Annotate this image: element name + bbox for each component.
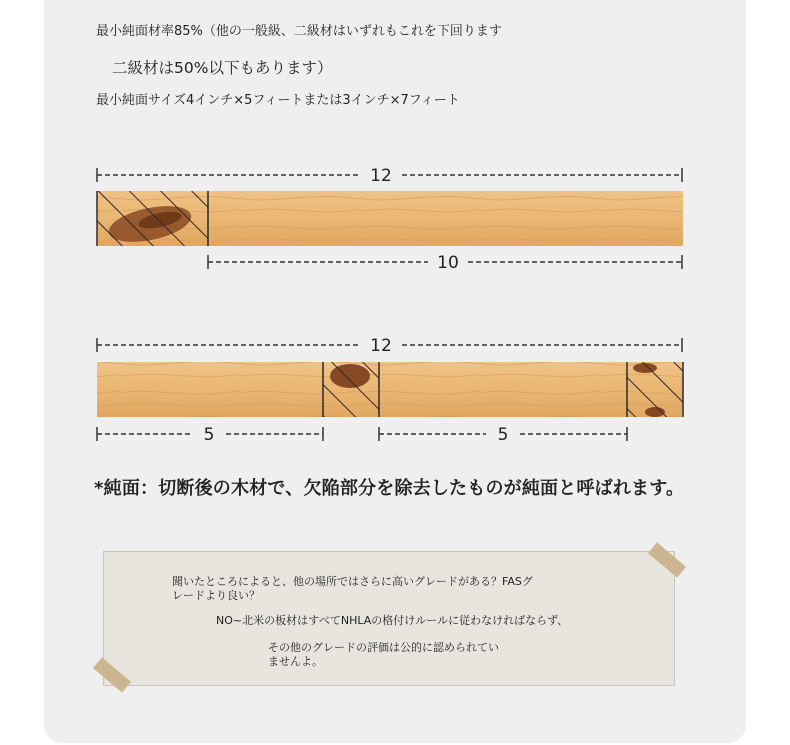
note-answer-line1: NO~北米の板材はすべてNHLAの格付けルールに従わなければならず、: [216, 614, 569, 627]
board1-clear-dimension: [208, 253, 682, 273]
clear-face-definition: *純面：切断後の木材で、欠陥部分を除去したものが純面と呼ばれます。: [94, 478, 685, 499]
min-clear-size-text: 最小純面サイズ4インチ×5フィートまたは3インチ×7フィート: [96, 93, 460, 108]
board2-left-dimension: [97, 425, 323, 445]
note-question-line1: 聞いたところによると、他の場所ではさらに高いグレードがある？FASグ: [172, 575, 533, 588]
board1: [97, 191, 683, 248]
note-question-line2: レードより良い？: [172, 589, 260, 602]
note-answer-line2: その他のグレードの評価は公的に認められてい: [268, 641, 499, 654]
min-clear-ratio-text: 最小純面材率85%（他の一般級、二級材はいずれもこれを下回ります: [96, 24, 502, 39]
note-answer-line3: ませんよ。: [268, 655, 323, 668]
board1-total-label: 12: [370, 166, 392, 186]
board2-defect-cut-right: [627, 362, 683, 417]
board1-defect-cut: [97, 191, 208, 246]
board2-left-label: 5: [203, 425, 215, 445]
board2: [97, 362, 683, 417]
board2-right-dimension: [379, 425, 627, 445]
board1-total-dimension: [97, 166, 682, 186]
grade2-note-text: 二級材は50%以下もあります）: [112, 59, 333, 77]
board2-total-label: 12: [370, 336, 392, 356]
board2-total-dimension: [97, 336, 682, 356]
board2-right-label: 5: [497, 425, 509, 445]
qa-note-card: [103, 551, 675, 686]
board2-defect-cut-center: [323, 362, 379, 417]
board1-clear-label: 10: [437, 253, 459, 273]
